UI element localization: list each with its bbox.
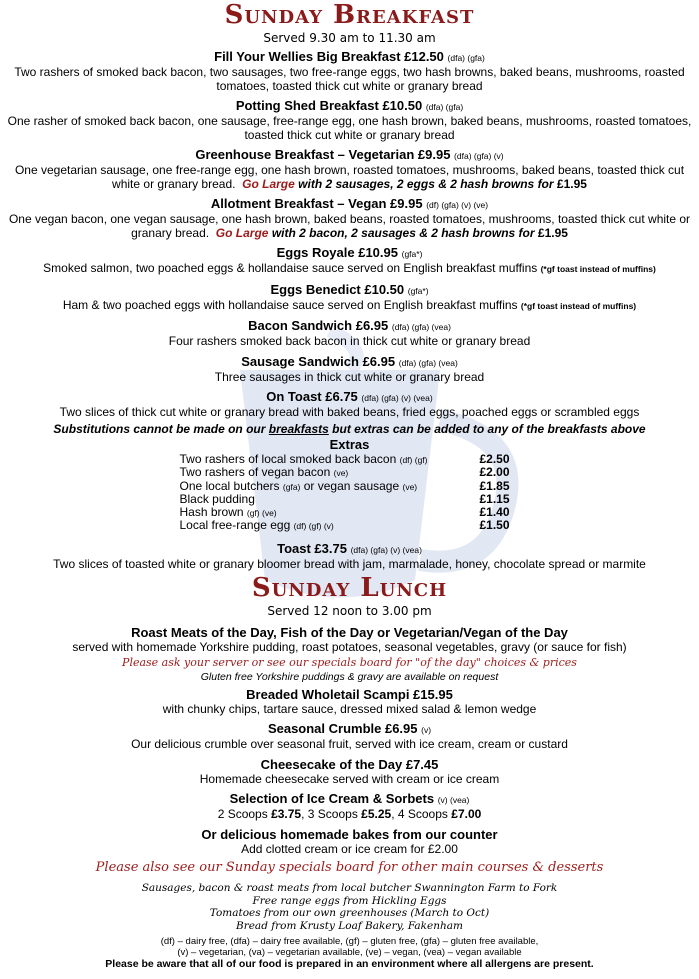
scoop-label: 2 Scoops [217,807,268,821]
breakfast-title: Sunday Breakfast [224,0,475,30]
extra-price: £1.85 [479,478,510,493]
roast-desc: served with homemade Yorkshire pudding, roast potatoes, seasonal vegetables, gravy (or sauce for fish) [72,640,627,654]
extra-tags: (gf) (ve) [246,507,277,518]
scoop-price: £7.00 [451,807,482,821]
menu-item [0,147,699,191]
menu-item [0,318,699,349]
scoop-label: 4 Scoops [397,807,448,821]
item-desc: Four rashers smoked back bacon in thick cut white or granary bread [168,334,531,348]
roast-note: Please ask your server or see our specials board for "of the day" choices & prices [122,655,577,669]
supplier-line: Tomatoes from our own greenhouses (March to Oct) [209,907,490,919]
roast-title: Roast Meats of the Day, Fish of the Day or Vegetarian/Vegan of the Day [131,625,568,640]
item-name: Toast £3.75 [277,540,347,556]
item-desc: Two slices of thick cut white or granary bread with baked beans, fried eggs, poached eggs or scrambled eggs [59,405,640,419]
allergen-notice: Please be aware that all of our food is prepared in an environment where all allergens are present. [105,958,594,970]
item-desc: Smoked salmon, two poached eggs & hollandaise sauce served on English breakfast muffins [43,261,538,275]
extra-price: £2.50 [479,451,510,466]
bakes-title: Or delicious homemade bakes from our counter [201,826,498,842]
menu-item [0,282,699,314]
item-tags: (dfa) (gfa) (v) [454,151,504,161]
bakes-desc: Add clotted cream or ice cream for £2.00 [241,841,458,856]
item-desc-note: (*gf toast instead of muffins) [520,300,637,311]
scoops-line: 2 Scoops £3.75, 3 Scoops £5.25, 4 Scoops £7.00 [217,807,482,821]
menu-item [0,196,699,240]
extras-list [180,453,520,533]
extra-price: £2.00 [479,465,510,479]
subs-underlined: breakfasts [268,421,329,436]
item-name: Potting Shed Breakfast £10.50 [235,98,423,113]
item-tags: (gfa*) [401,249,423,259]
extra-price: £1.50 [479,518,510,532]
extra-tags: (ve) [333,468,349,478]
extras-row [180,453,520,467]
menu-item [0,827,699,857]
supplier-line: Sausages, bacon & roast meats from local butcher Swannington Farm to Fork [141,882,558,894]
go-large-price: £1.95 [537,225,568,240]
item-tags: (dfa) (gfa) [425,102,464,112]
item-tags: (dfa) (gfa) (v) (vea) [361,393,433,403]
item-tags: (v) (vea) [437,795,470,805]
menu-item [0,98,699,142]
item-desc: One rasher of smoked back bacon, one sausage, free-range egg, one hash brown, baked beans, mushrooms, roasted tomatoes, toasted thick cut white or granary bread [7,114,692,142]
lunch-title: Sunday Lunch [251,573,448,603]
extra-label: Two rashers of vegan bacon [179,465,331,479]
item-name: On Toast £6.75 [266,389,358,404]
item-name: Eggs Benedict £10.50 [270,281,405,297]
extras-row [180,480,520,494]
item-tags: (df) (gfa) (v) (ve) [426,200,489,210]
go-large-price: £1.95 [556,176,587,191]
item-name: Breaded Wholetail Scampi £15.95 [246,686,453,702]
extra-tags: (df) (gf) [399,454,428,465]
extra-tags: (ve) [402,481,418,492]
scoop-price: £3.75 [271,807,302,821]
extra-label: Local free-range egg [179,518,291,532]
go-large: Go Large [215,225,269,240]
specials-note: Please also see our Sunday specials board for other main courses & desserts [95,860,604,875]
item-tags: (dfa) (gfa) (v) (vea) [350,544,422,555]
extra-label: Two rashers of local smoked back bacon [179,451,397,466]
extra-label: Black pudding [179,492,255,506]
item-name: Cheesecake of the Day £7.45 [260,756,439,772]
lunch-served: Served 12 noon to 3.00 pm [267,604,432,618]
item-desc-note: (*gf toast instead of muffins) [540,264,656,274]
go-large-detail: with 2 bacon, 2 sausages & 2 hash browns for [271,225,535,240]
item-desc: Ham & two poached eggs with hollandaise sauce served on English breakfast muffins [62,297,518,312]
go-large: Go Large [242,176,295,191]
item-tags: (dfa) (gfa) (vea) [391,322,451,332]
supplier-line: Bread from Krusty Loaf Bakery, Fakenham [235,919,463,932]
item-name: Selection of Ice Cream & Sorbets [229,791,435,806]
extra-tags: (df) (gf) (v) [293,521,334,531]
item-desc: Two rashers of smoked back bacon, two sausages, two free-range eggs, two hash browns, baked beans, mushrooms, roasted tomatoes, toasted thick cut white or granary bread [14,65,685,93]
menu-item [0,245,699,277]
item-name: Fill Your Wellies Big Breakfast £12.50 [214,49,444,64]
gluten-free-note: Gluten free Yorkshire puddings & gravy are available on request [200,670,499,683]
supplier-line: Free range eggs from Hickling Eggs [252,894,447,907]
item-name: Seasonal Crumble £6.95 [267,721,418,736]
extras-row [180,506,520,520]
menu-item [0,721,699,752]
extra-price: £1.40 [479,504,510,519]
item-name: Eggs Royale £10.95 [276,245,398,260]
extra-tags: (gfa) [282,481,301,492]
item-desc: with chunky chips, tartare sauce, dressed mixed salad & lemon wedge [162,701,537,716]
item-desc: Homemade cheesecake served with cream or ice cream [199,771,500,786]
item-desc: One vegetarian sausage, one free-range egg, one hash brown, roasted tomatoes, mushrooms, baked beans, toasted thick cut white or granary bread. [14,163,685,191]
extra-label: Hash brown [179,504,244,519]
scoop-price: £5.25 [361,807,392,821]
extras-title: Extras [329,436,370,452]
menu-item [0,354,699,385]
extras-row [180,466,520,480]
item-desc: Three sausages in thick cut white or granary bread [214,369,485,384]
item-name: Greenhouse Breakfast – Vegetarian £9.95 [195,147,451,162]
item-name: Allotment Breakfast – Vegan £9.95 [210,196,423,211]
item-tags: (gfa*) [407,285,429,296]
item-tags: (dfa) (gfa) [447,53,485,63]
item-desc: Our delicious crumble over seasonal fruit, served with ice cream, cream or custard [131,737,568,751]
item-tags: (v) [421,725,432,735]
menu-item [0,757,699,787]
item-tags: (dfa) (gfa) (vea) [398,357,458,368]
menu-item [0,791,699,822]
substitutions-note [0,422,699,437]
extra-label: One local butchers [179,478,280,493]
dietary-legend: (v) – vegetarian, (va) – vegetarian available, (ve) – vegan, (vea) – vegan available [177,947,522,958]
subs-text: Substitutions cannot be made on our [53,421,266,436]
extra-label: or vegan sausage [303,478,400,493]
item-desc: One vegan bacon, one vegan sausage, one hash brown, baked beans, roasted tomatoes, mushrooms, toasted thick cut white or granary bread. [8,212,691,240]
subs-text: but extras can be added to any of the breakfasts above [332,421,646,436]
go-large-detail: with 2 sausages, 2 eggs & 2 hash browns for [298,176,554,191]
item-desc: Two slices of toasted white or granary bloomer bread with jam, marmalade, honey, chocolate spread or marmite [53,556,646,571]
extra-price: £1.15 [479,492,510,506]
item-name: Bacon Sandwich £6.95 [248,318,389,333]
menu-item [0,49,699,93]
extras-row [180,519,520,533]
breakfast-served: Served 9.30 am to 11.30 am [263,31,436,45]
scoop-label: 3 Scoops [307,807,358,821]
menu-item [0,389,699,420]
item-name: Sausage Sandwich £6.95 [241,353,396,369]
menu-item [0,541,699,572]
menu-item [0,687,699,717]
dietary-legend: (df) – dairy free, (dfa) – dairy free available, (gf) – gluten free, (gfa) – gluten free available, [160,936,539,947]
